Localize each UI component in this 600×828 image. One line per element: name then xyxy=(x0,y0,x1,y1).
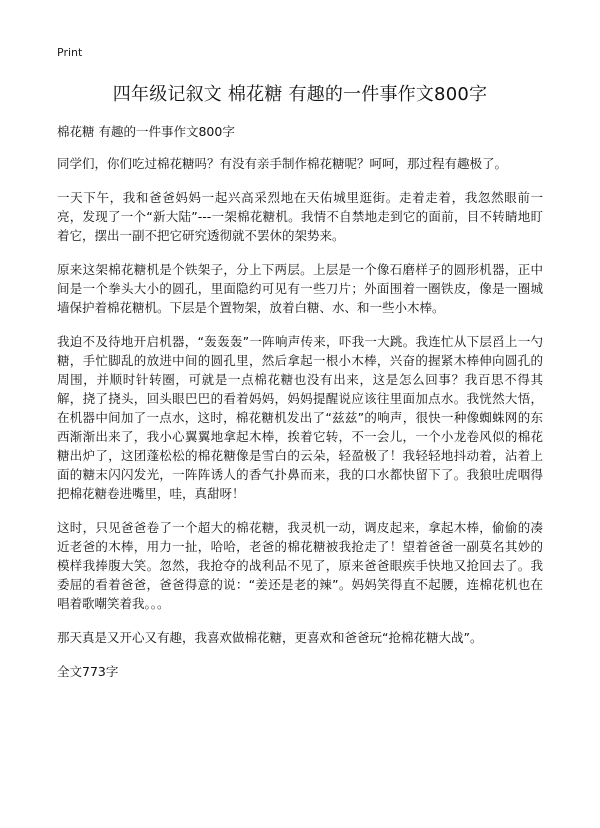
page-title: 四年级记叙文 棉花糖 有趣的一件事作文800字 xyxy=(112,84,488,105)
paragraph-dad-story: 这时，只见爸爸卷了一个超大的棉花糖，我灵机一动，调皮起来，拿起木棒，偷偷的凑近老爸的木棒，用力一扯，哈哈，老爸的棉花糖被我抢走了！望着爸爸一副莫名其妙的模样我捧腹大笑。忽然，我抢夺的战利品不见了，原来爸爸眼疾手快地又抢回去了。我委屈的看着爸爸，爸爸得意的说：“姜还是老的辣”。妈妈笑得直不起腰，连棉花机也在唱着歌嘲笑着我。。。 xyxy=(57,520,543,611)
print-label: Print xyxy=(57,46,83,59)
paragraph-conclusion: 那天真是又开心又有趣，我喜欢做棉花糖，更喜欢和爸爸玩“抢棉花糖大战”。 xyxy=(57,630,483,645)
article-subtitle: 棉花糖 有趣的一件事作文800字 xyxy=(57,124,235,139)
word-count: 全文773字 xyxy=(57,664,119,679)
paragraph-discovery: 一天下午，我和爸爸妈妈一起兴高采烈地在天佑城里逛街。走着走着，我忽然眼前一亮，发现了一个“新大陆”---一架棉花糖机。我情不自禁地走到它的面前，目不转睛地盯着它，摆出一副不把它研究透彻就不罢休的架势来。 xyxy=(57,190,543,243)
paragraph-making-candy: 我迫不及待地开启机器，“轰轰轰”一阵响声传来，吓我一大跳。我连忙从下层舀上一勺糖，手忙脚乱的放进中间的圆孔里，然后拿起一根小木棒，兴奋的握紧木棒伸向圆孔的周围，并顺时针转圈，可就是一点棉花糖也没有出来，这是怎么回事？我百思不得其解，挠了挠头，回头眼巴巴的看着妈妈，妈妈提醒说应该往里面加点水。我恍然大悟，在机器中间加了一点水，这时，棉花糖机发出了“兹兹”的响声，很快一种像蜘蛛网的东西渐渐出来了，我小心翼翼地拿起木棒，挨着它转，不一会儿，一个小龙卷风似的棉花糖出炉了，这团蓬松松的棉花糖像是雪白的云朵，轻盈极了！我轻轻地抖动着，沾着上面的糖末闪闪发光，一阵阵诱人的香气扑鼻而来，我的口水都快留下了。我狼吐虎咽得把棉花糖卷进嘴里，哇，真甜呀！ xyxy=(57,334,543,501)
paragraph-machine-description: 原来这架棉花糖机是个铁架子，分上下两层。上层是一个像石磨样子的圆形机器，正中间是一个拳头大小的圆孔，里面隐约可见有一些刀片；外面围着一圈铁皮，像是一圈城墙保护着棉花糖机。下层是个置物架，放着白糖、水、和一些小木棒。 xyxy=(57,262,543,315)
paragraph-intro: 同学们，你们吃过棉花糖吗？有没有亲手制作棉花糖呢？呵呵，那过程有趣极了。 xyxy=(57,156,508,171)
article-body xyxy=(57,122,543,680)
